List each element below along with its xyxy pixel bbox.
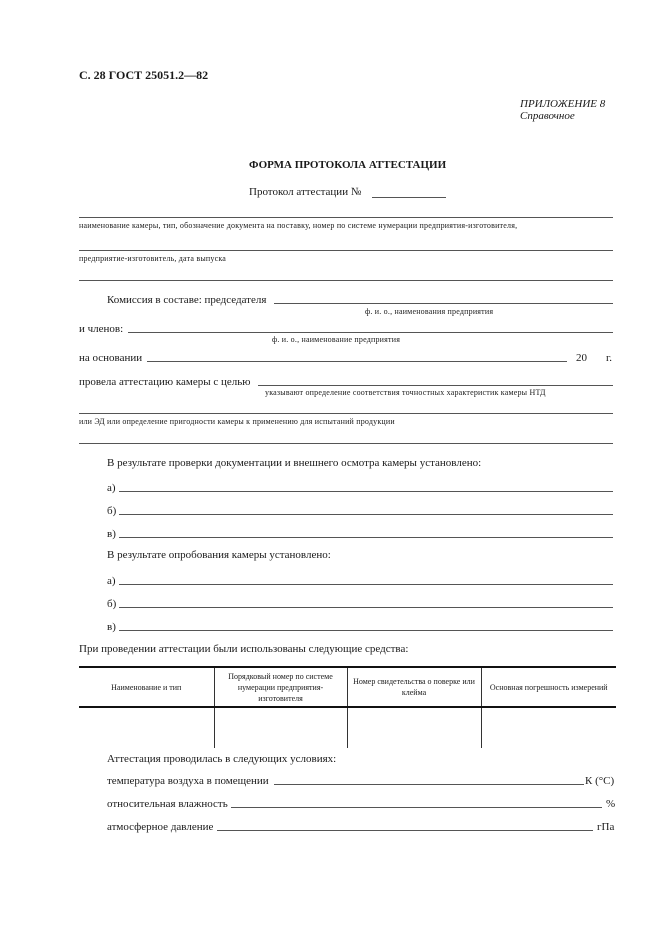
- table-header-row: [79, 667, 616, 707]
- chairman-field[interactable]: [274, 303, 613, 304]
- humidity-unit: %: [606, 798, 616, 810]
- page-header: С. 28 ГОСТ 25051.2—82: [79, 68, 209, 82]
- humidity-field[interactable]: [231, 807, 602, 808]
- trial-item-a: а): [107, 575, 116, 587]
- hint-purpose-2: или ЭД или определение пригодности камеры к применению для испытаний продукции: [79, 417, 395, 426]
- trial-item-b: б): [107, 598, 117, 610]
- hint-manufacturer: предприятие-изготовитель, дата выпуска: [79, 254, 227, 263]
- manufacturer-field[interactable]: [79, 250, 613, 251]
- hint-camera: наименование камеры, тип, обозначение документа на поставку, номер по системе нумерации предприятия-изготовителя,: [79, 221, 518, 230]
- temp-unit: К (°С): [585, 775, 615, 787]
- humidity-label: относительная влажность: [107, 798, 228, 810]
- temp-field[interactable]: [274, 784, 584, 785]
- hint-chair: ф. и. о., наименования предприятия: [365, 307, 494, 316]
- year-suffix: г.: [606, 352, 613, 364]
- pressure-label: атмосферное давление: [107, 821, 214, 833]
- hint-purpose-1: указывают определение соответствия точностных характеристик камеры НТД: [265, 388, 546, 397]
- doc-item-b: б): [107, 505, 117, 517]
- form-title: ФОРМА ПРОТОКОЛА АТТЕСТАЦИИ: [249, 159, 447, 171]
- doc-item-a: а): [107, 482, 116, 494]
- camera-name-field[interactable]: [79, 217, 613, 218]
- basis-label: на основании: [79, 352, 143, 364]
- appendix-title: ПРИЛОЖЕНИЕ 8: [520, 98, 606, 110]
- appendix-subtitle: Справочное: [520, 110, 575, 122]
- table-cell[interactable]: [481, 707, 616, 748]
- purpose-label: провела аттестацию камеры с целью: [79, 376, 251, 388]
- trial-item-c-field[interactable]: [119, 630, 613, 631]
- doc-check-label: В результате проверки документации и внешнего осмотра камеры установлено:: [107, 457, 482, 469]
- doc-item-a-field[interactable]: [119, 491, 613, 492]
- means-table: [79, 666, 616, 748]
- trial-label: В результате опробования камеры установлено:: [107, 549, 331, 561]
- table-cell[interactable]: [347, 707, 481, 748]
- pressure-field[interactable]: [217, 830, 593, 831]
- table-cell[interactable]: [79, 707, 214, 748]
- table-row: [79, 707, 616, 748]
- members-label: и членов:: [79, 323, 124, 335]
- doc-item-b-field[interactable]: [119, 514, 613, 515]
- trial-item-a-field[interactable]: [119, 584, 613, 585]
- protocol-number-field[interactable]: [372, 197, 446, 198]
- doc-item-c-field[interactable]: [119, 537, 613, 538]
- protocol-number-label: Протокол аттестации №: [249, 186, 362, 198]
- pressure-unit: гПа: [597, 821, 615, 833]
- col-certificate-number: Номер свидетельства о поверке или клейма: [347, 667, 481, 707]
- col-main-error: Основная погрешность измерений: [481, 667, 616, 707]
- conditions-label: Аттестация проводилась в следующих условиях:: [107, 753, 337, 765]
- table-cell[interactable]: [214, 707, 347, 748]
- basis-field[interactable]: [147, 361, 567, 362]
- members-field[interactable]: [128, 332, 613, 333]
- purpose-field[interactable]: [258, 385, 613, 386]
- extra-line-2[interactable]: [79, 443, 613, 444]
- trial-item-b-field[interactable]: [119, 607, 613, 608]
- trial-item-c: в): [107, 621, 116, 633]
- col-serial-number: Порядковый номер по системе нумерации предприятия-изготовителя: [214, 667, 347, 707]
- purpose-field-2[interactable]: [79, 413, 613, 414]
- doc-item-c: в): [107, 528, 116, 540]
- extra-line-1[interactable]: [79, 280, 613, 281]
- means-label: При проведении аттестации были использованы следующие средства:: [79, 643, 409, 655]
- hint-members: ф. и. о., наименование предприятия: [272, 335, 401, 344]
- year-prefix: 20: [576, 352, 587, 364]
- commission-label: Комиссия в составе: председателя: [107, 294, 267, 306]
- temp-label: температура воздуха в помещении: [107, 775, 269, 787]
- col-name-type: Наименование и тип: [79, 667, 214, 707]
